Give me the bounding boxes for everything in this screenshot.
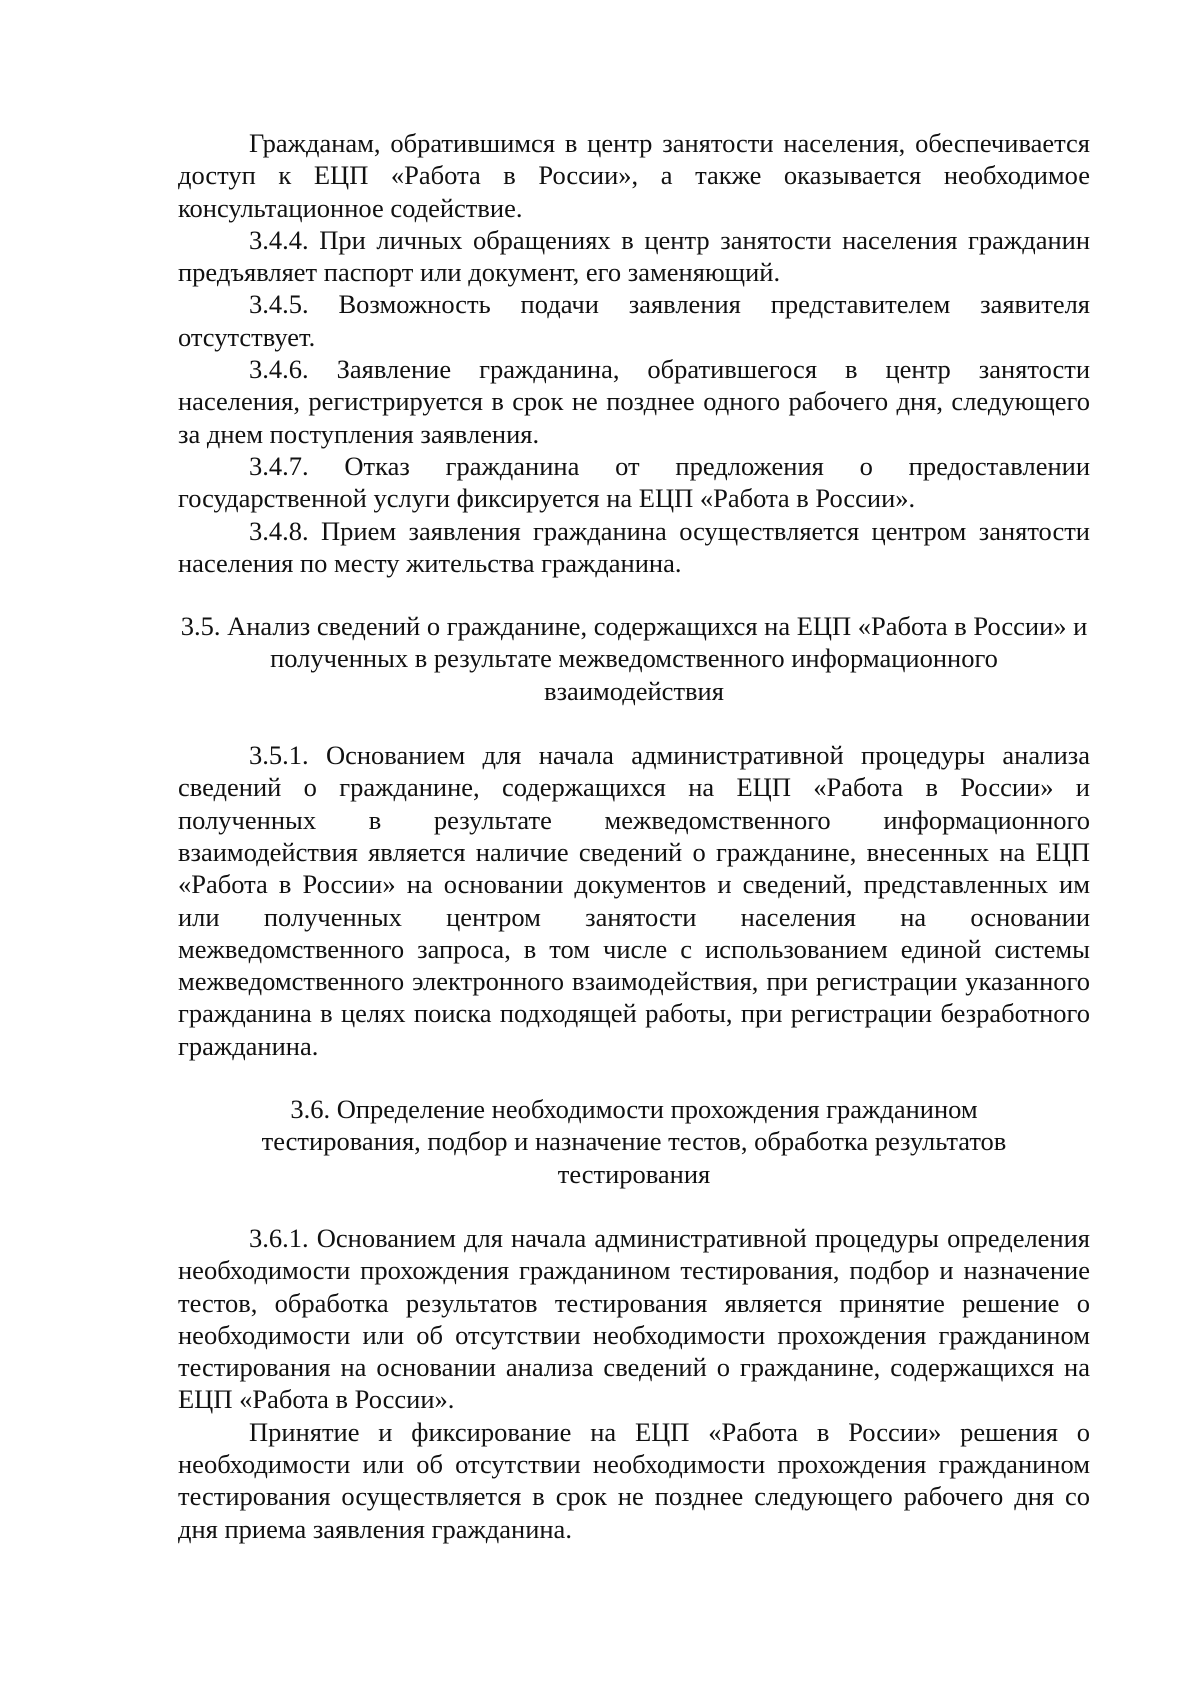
- paragraph-3-4-5: 3.4.5. Возможность подачи заявления представителем заявителя отсутствует.: [178, 289, 1090, 352]
- section-heading-3-6: 3.6. Определение необходимости прохождения гражданином тестирования, подбор и назначение тестов, обработка результатов тестирования: [261, 1094, 1007, 1189]
- paragraph-3-4-6: 3.4.6. Заявление гражданина, обратившегося в центр занятости населения, регистрируется в срок не позднее одного рабочего дня, следующего за днем поступления заявления.: [178, 354, 1090, 449]
- paragraph-3-6-decision: Принятие и фиксирование на ЕЦП «Работа в России» решения о необходимости или об отсутствии необходимости прохождения гражданином тестирования осуществляется в срок не позднее следующего рабочего дня со дня приема заявления гражданина.: [178, 1416, 1090, 1544]
- section-heading-3-5: 3.5. Анализ сведений о гражданине, содержащихся на ЕЦП «Работа в России» и полученных в результате межведомственного информационного взаимодействия: [180, 611, 1088, 706]
- paragraph-3-4-8: 3.4.8. Прием заявления гражданина осуществляется центром занятости населения по месту жительства гражданина.: [178, 515, 1090, 578]
- paragraph-3-4-4: 3.4.4. При личных обращениях в центр занятости населения гражданин предъявляет паспорт или документ, его заменяющий.: [178, 224, 1090, 288]
- paragraph-access-ecp: Гражданам, обратившимся в центр занятости населения, обеспечивается доступ к ЕЦП «Работа в России», а также оказывается необходимое консультационное содействие.: [178, 128, 1090, 223]
- paragraph-3-5-1: 3.5.1. Основанием для начала административной процедуры анализа сведений о гражданине, содержащихся на ЕЦП «Работа в России» и полученных в результате межведомственного информационного взаимодействия является наличие сведений о гражданине, внесенных на ЕЦП «Работа в России» на основании документов и сведений, представленных им или полученных центром занятости населения на основании межведомственного запроса, в том числе с использованием единой системы межведомственного электронного взаимодействия, при регистрации указанного гражданина в целях поиска подходящей работы, при регистрации безработного гражданина.: [178, 740, 1090, 1061]
- document-page: [178, 127, 1090, 1545]
- paragraph-3-4-7: 3.4.7. Отказ гражданина от предложения о предоставлении государственной услуги фиксируется на ЕЦП «Работа в России».: [178, 450, 1090, 514]
- paragraph-3-6-1: 3.6.1. Основанием для начала административной процедуры определения необходимости прохождения гражданином тестирования, подбор и назначение тестов, обработка результатов тестирования является принятие решение о необходимости или об отсутствии необходимости прохождения гражданином тестирования на основании анализа сведений о гражданине, содержащихся на ЕЦП «Работа в России».: [178, 1222, 1090, 1415]
